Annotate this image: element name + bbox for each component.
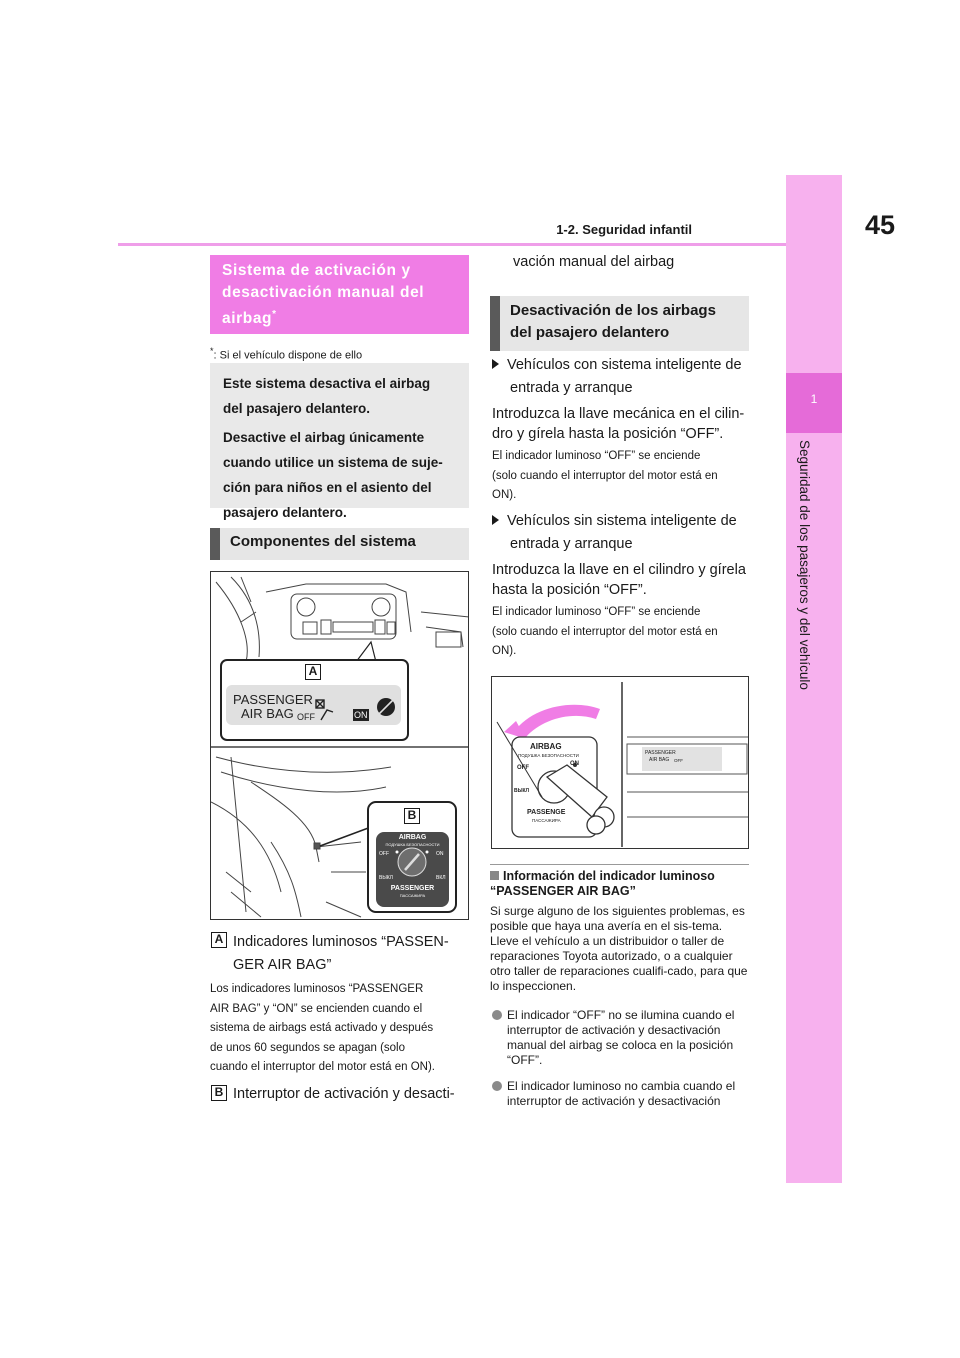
info-bullet: [490, 1008, 752, 1068]
chapter-number: 1: [810, 392, 818, 406]
item-a-title-line: Indicadores luminosos “PASSEN-: [233, 934, 449, 950]
components-heading: Componentes del sistema: [210, 528, 469, 560]
switch-airbag-text: AIRBAG: [398, 834, 427, 841]
case1-instruction: [492, 404, 744, 444]
info-bullet: [490, 1079, 752, 1109]
fig2-on-text: ON: [570, 761, 579, 767]
fig2-off-text: OFF: [517, 765, 529, 771]
info-title: [490, 869, 752, 899]
switch-ru-off-text: ВЫКЛ: [379, 875, 393, 881]
switch-ru-top-text: ПОДУШКА БЕЗОПАСНОСТИ: [385, 842, 440, 847]
section-header: 1-2. Seguridad infantil: [556, 222, 692, 237]
heading-line: desactivación manual del: [222, 284, 425, 301]
case2-note: [492, 603, 718, 662]
footnote-text: : Si el vehículo dispone de ello: [213, 349, 363, 362]
footnote-mark: *: [210, 346, 214, 356]
item-a-body-line: de unos 60 segundos se apagan (solo: [210, 1041, 406, 1054]
deactivation-heading: [490, 296, 749, 351]
item-a-body-line: Los indicadores luminosos “PASSENGER: [210, 983, 424, 995]
case-title-line: entrada y arranque: [510, 536, 633, 552]
fig2-panel-passenger-text: PASSENGER: [645, 750, 676, 756]
chapter-title: Seguridad de los pasajeros y del vehículo: [797, 440, 812, 690]
case2-instruction: [492, 560, 746, 600]
heading-line: Sistema de activación y: [222, 262, 411, 279]
case-no-smart-entry: [492, 510, 737, 556]
note-line: (solo cuando el interruptor del motor está en: [492, 625, 718, 638]
turn-arrow-icon: [514, 705, 600, 737]
switch-off-text: OFF: [379, 851, 389, 857]
case-title-line: entrada y arranque: [510, 380, 633, 396]
key-turn-illustration: [491, 676, 749, 849]
components-illustration: [210, 571, 469, 920]
fig2-passenger-text: PASSENGE: [527, 809, 566, 816]
switch-on-text: ON: [436, 851, 444, 857]
switch-passenger-text: PASSENGER: [390, 885, 435, 892]
info-divider: [490, 864, 749, 865]
intro-box: [210, 363, 469, 520]
item-a-body-line: sistema de airbags está activado y después: [210, 1022, 434, 1034]
page-number: 45: [864, 210, 896, 240]
item-a-body-line: AIR BAG” y “ON” se encienden cuando el: [210, 1002, 423, 1015]
intro-line: cuando utilice un sistema de suje-: [223, 455, 443, 470]
note-line: (solo cuando el interruptor del motor está en: [492, 469, 718, 482]
intro-line: ción para niños en el asiento del: [223, 480, 432, 495]
instruction-line: hasta la posición “OFF”.: [492, 582, 647, 598]
header-rule: [118, 243, 786, 246]
indicator-passenger-text: PASSENGER: [233, 692, 313, 707]
switch-ru-on-text: ВКЛ: [436, 875, 446, 881]
info-bullet-text: El indicador luminoso no cambia cuando el interruptor de activación y desactivación: [507, 1079, 736, 1108]
intro-line: del pasajero delantero.: [223, 401, 371, 416]
item-a-marker: A: [211, 932, 227, 948]
item-a-title: [233, 931, 449, 977]
footnote-marker: *: [272, 309, 277, 320]
heading-line: Desactivación de los airbags: [510, 302, 716, 319]
key-turn-drawing: [492, 677, 749, 849]
case-title-line: Vehículos con sistema inteligente de: [507, 357, 742, 373]
switch-ru-passenger-text: ПАССАЖИРА: [399, 893, 426, 898]
info-body: Si surge alguno de los siguientes problemas, es posible que haya una avería en el sis-tema. Lleve el vehículo a un distribuidor o taller de reparaciones Toyota autorizado, o a cualquier otro taller de reparaciones cualifi-cado, para que lo inspeccionen.: [490, 904, 748, 993]
intro-line: Desactive el airbag únicamente: [223, 430, 425, 445]
info-bullet-text: El indicador “OFF” no se ilumina cuando el interruptor de activación y desactivación manual del airbag se coloca en la posición “OFF”.: [507, 1008, 735, 1067]
info-title-line: “PASSENGER AIR BAG”: [490, 884, 636, 898]
intro-line: Este sistema desactiva el airbag: [223, 376, 431, 391]
square-bullet-icon: [490, 871, 499, 880]
note-line: El indicador luminoso “OFF” se enciende: [492, 606, 701, 618]
case1-note: [492, 447, 718, 506]
triangle-bullet-icon: [492, 515, 499, 525]
case-smart-entry: [492, 354, 742, 400]
fig2-airbag-text: AIRBAG: [530, 742, 562, 751]
instruction-line: Introduzca la llave mecánica en el cilin-: [492, 406, 745, 422]
callout-b-label: B: [404, 808, 420, 824]
note-line: ON).: [492, 489, 517, 501]
triangle-bullet-icon: [492, 359, 499, 369]
fig2-ru-off-text: ВЫКЛ: [514, 788, 530, 794]
round-bullet-icon: [492, 1010, 502, 1020]
intro-line: pasajero delantero.: [223, 505, 347, 520]
fig2-panel-off-text: OFF: [674, 758, 683, 763]
indicator-on-text: ON: [354, 710, 368, 720]
item-b-marker: B: [211, 1085, 227, 1101]
round-bullet-icon: [492, 1081, 502, 1091]
item-a-title-line: GER AIR BAG”: [233, 957, 332, 973]
fig2-panel-airbag-text: AIR BAG: [649, 757, 670, 763]
info-title-line: Información del indicador luminoso: [503, 869, 715, 883]
case-title-line: Vehículos sin sistema inteligente de: [507, 513, 737, 529]
callout-a-label: A: [305, 664, 321, 680]
instruction-line: Introduzca la llave en el cilindro y gírela: [492, 562, 746, 578]
heading-line: airbag: [222, 310, 273, 328]
continued-text: vación manual del airbag: [513, 254, 675, 270]
fig2-ru-passenger-text: ПАССАЖИРА: [532, 818, 561, 823]
instruction-line: dro y gírela hasta la posición “OFF”.: [492, 426, 724, 442]
footnote: [210, 346, 362, 362]
item-b-title: Interruptor de activación y desacti-: [233, 1086, 455, 1102]
indicator-off-text: OFF: [297, 712, 315, 722]
note-line: El indicador luminoso “OFF” se enciende: [492, 450, 701, 462]
indicator-airbag-text: AIR BAG: [241, 706, 294, 721]
item-a-body: [210, 980, 435, 1078]
section-heading-manual-airbag: [210, 255, 469, 334]
note-line: ON).: [492, 645, 517, 657]
heading-line: del pasajero delantero: [510, 324, 670, 341]
item-a-body-line: cuando el interruptor del motor está en ON).: [210, 1061, 436, 1073]
fig2-ru-top-text: ПОДУШКА БЕЗОПАСНОСТИ: [518, 753, 579, 758]
dashboard-drawing: [211, 572, 469, 920]
